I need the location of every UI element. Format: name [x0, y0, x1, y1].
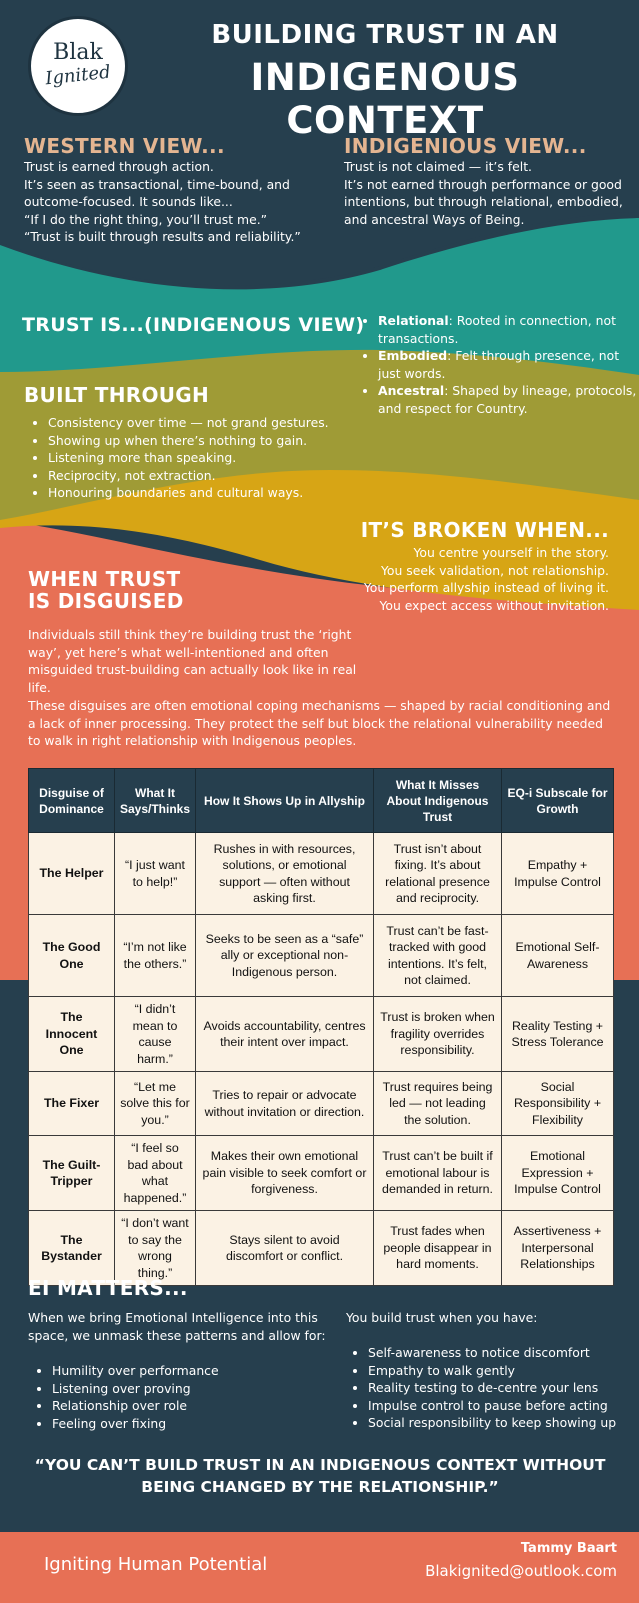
logo-text-line2: Ignited — [44, 61, 112, 90]
western-line: “Trust is built through results and reliability.” — [24, 229, 301, 244]
disguised-heading-line2: IS DISGUISED — [28, 589, 184, 613]
table-cell: Rushes in with resources, solutions, or emotional support — often without asking first. — [196, 833, 374, 915]
blak-ignited-logo — [28, 16, 128, 116]
trust-term: Embodied — [378, 348, 448, 363]
table-cell: Empathy + Impulse Control — [502, 833, 614, 915]
trust-is-heading: TRUST IS...(INDIGENOUS VIEW) — [22, 314, 365, 336]
table-row — [29, 1211, 614, 1286]
western-view-section — [24, 134, 314, 246]
list-item: • Impulse control to pause before acting — [368, 1397, 639, 1415]
table-cell: The Innocent One — [29, 997, 115, 1072]
table-header: Disguise of Dominance — [29, 769, 115, 833]
ei-matters-heading: EI MATTERS... — [28, 1276, 188, 1300]
indigenous-view-heading: INDIGENIOUS VIEW... — [344, 134, 587, 158]
page-title-line1: BUILDING TRUST IN AN — [211, 20, 559, 50]
broken-when-lines — [319, 544, 609, 614]
indigenous-line: Trust is not claimed — it’s felt. — [344, 159, 532, 174]
broken-when-heading: IT’S BROKEN WHEN... — [360, 518, 609, 542]
disguised-paragraph-1: Individuals still think they’re building trust the ‘right way’, yet here’s what well-intentioned and often misguided trust-building can actually look like in real life. — [28, 627, 357, 695]
footer-tagline: Igniting Human Potential — [44, 1554, 268, 1575]
table-cell: Tries to repair or advocate without invitation or direction. — [196, 1072, 374, 1136]
table-cell: Emotional Self-Awareness — [502, 915, 614, 997]
table-cell: “I just want to help!” — [115, 833, 196, 915]
table-cell: “I feel so bad about what happened.” — [115, 1136, 196, 1211]
footer-author-name: Tammy Baart — [520, 1541, 617, 1556]
trust-desc: : Shaped by lineage, protocols, and respect for Country. — [378, 383, 637, 416]
table-cell: Trust can’t be built if emotional labour is demanded in return. — [374, 1136, 502, 1211]
table-header: EQ-i Subscale for Growth — [502, 769, 614, 833]
list-item: • Honouring boundaries and cultural ways. — [48, 484, 378, 502]
indigenous-view-section — [344, 134, 624, 228]
table-cell: “I didn’t mean to cause harm.” — [115, 997, 196, 1072]
table-cell: Makes their own emotional pain visible to seek comfort or forgiveness. — [196, 1136, 374, 1211]
table-row — [29, 833, 614, 915]
list-item: • Feeling over fixing — [52, 1415, 342, 1433]
table-header: What It Says/Thinks — [115, 769, 196, 833]
table-header-row — [29, 769, 614, 833]
list-item — [378, 382, 639, 417]
table-cell: Trust can’t be fast-tracked with good intentions. It’s felt, not claimed. — [374, 915, 502, 997]
table-cell: Assertiveness + Interpersonal Relationships — [502, 1211, 614, 1286]
ei-right-list — [348, 1344, 639, 1432]
table-cell: Seeks to be seen as a “safe” ally or exceptional non-Indigenous person. — [196, 915, 374, 997]
list-item: • Relationship over role — [52, 1397, 342, 1415]
table-cell: The Helper — [29, 833, 115, 915]
trust-is-list — [358, 312, 639, 417]
disguise-table — [28, 768, 614, 1286]
table-cell: Trust isn’t about fixing. It’s about relational presence and reciprocity. — [374, 833, 502, 915]
disguised-heading-line1: WHEN TRUST — [28, 567, 181, 591]
footer-email: Blakignited@outlook.com — [425, 1562, 617, 1580]
list-item — [378, 347, 639, 382]
table-cell: Trust fades when people disappear in hard moments. — [374, 1211, 502, 1286]
indigenous-line: It’s not earned through performance or good intentions, but through relational, embodied, and ancestral Ways of Being. — [344, 176, 623, 227]
ei-right-intro: You build trust when you have: — [346, 1310, 538, 1325]
table-cell: Stays silent to avoid discomfort or conflict. — [196, 1211, 374, 1286]
trust-desc: : Felt through presence, not just words. — [378, 348, 620, 381]
ei-left-intro: When we bring Emotional Intelligence into this space, we unmask these patterns and allow for: — [28, 1310, 326, 1343]
table-row — [29, 1072, 614, 1136]
list-item: • Self-awareness to notice discomfort — [368, 1344, 639, 1362]
disguised-heading — [28, 568, 184, 612]
built-through-heading: BUILT THROUGH — [24, 383, 210, 407]
broken-line: You expect access without invitation. — [379, 597, 609, 613]
table-cell: The Fixer — [29, 1072, 115, 1136]
table-row — [29, 915, 614, 997]
table-cell: The Good One — [29, 915, 115, 997]
broken-line: You perform allyship instead of living it. — [363, 580, 609, 595]
page-title-line2: INDIGENOUS CONTEXT — [250, 56, 520, 142]
closing-quote: “YOU CAN’T BUILD TRUST IN AN INDIGENOUS CONTEXT WITHOUT BEING CHANGED BY THE RELATIONSHIP.” — [34, 1456, 606, 1496]
western-view-heading: WESTERN VIEW... — [24, 134, 225, 158]
built-through-list — [28, 414, 378, 502]
table-row — [29, 997, 614, 1072]
list-item: • Listening over proving — [52, 1380, 342, 1398]
trust-desc: : Rooted in connection, not transactions. — [378, 313, 616, 346]
list-item: • Empathy to walk gently — [368, 1362, 639, 1380]
table-header: How It Shows Up in Allyship — [196, 769, 374, 833]
table-cell: Trust requires being led — not leading the solution. — [374, 1072, 502, 1136]
table-cell: Social Responsibility + Flexibility — [502, 1072, 614, 1136]
western-line: Trust is earned through action. — [24, 159, 214, 174]
broken-line: You centre yourself in the story. — [413, 545, 609, 560]
table-cell: “I’m not like the others.” — [115, 915, 196, 997]
list-item: • Humility over performance — [52, 1362, 342, 1380]
ei-left-list — [32, 1362, 342, 1432]
table-cell: Reality Testing + Stress Tolerance — [502, 997, 614, 1072]
broken-line: You seek validation, not relationship. — [381, 562, 609, 578]
table-cell: Emotional Expression + Impulse Control — [502, 1136, 614, 1211]
list-item: • Social responsibility to keep showing up — [368, 1414, 639, 1432]
table-row — [29, 1136, 614, 1211]
trust-term: Ancestral — [378, 383, 445, 398]
list-item: • Reciprocity, not extraction. — [48, 467, 378, 485]
table-cell: Trust is broken when fragility overrides responsibility. — [374, 997, 502, 1072]
table-cell: The Bystander — [29, 1211, 115, 1286]
table-cell: “Let me solve this for you.” — [115, 1072, 196, 1136]
western-line: “If I do the right thing, you’ll trust me.” — [24, 211, 268, 227]
disguised-paragraph-2: These disguises are often emotional coping mechanisms — shaped by racial conditioning and a lack of inner processing. They protect the self but block the relational vulnerability needed to walk in right relationship with Indigenous peoples. — [28, 698, 611, 748]
list-item: • Consistency over time — not grand gestures. — [48, 414, 378, 432]
western-line: It’s seen as transactional, time-bound, and outcome-focused. It sounds like... — [24, 176, 290, 209]
table-cell: Avoids accountability, centres their intent over impact. — [196, 997, 374, 1072]
logo-text-line1: Blak — [53, 40, 103, 65]
list-item: • Reality testing to de-centre your lens — [368, 1379, 639, 1397]
list-item: • Listening more than speaking. — [48, 449, 378, 467]
list-item: • Showing up when there’s nothing to gain. — [48, 432, 378, 450]
table-cell: The Guilt-Tripper — [29, 1136, 115, 1211]
trust-term: Relational — [378, 313, 449, 328]
list-item — [378, 312, 639, 347]
table-header: What It Misses About Indigenous Trust — [374, 769, 502, 833]
table-cell: “I don’t want to say the wrong thing.” — [115, 1211, 196, 1286]
